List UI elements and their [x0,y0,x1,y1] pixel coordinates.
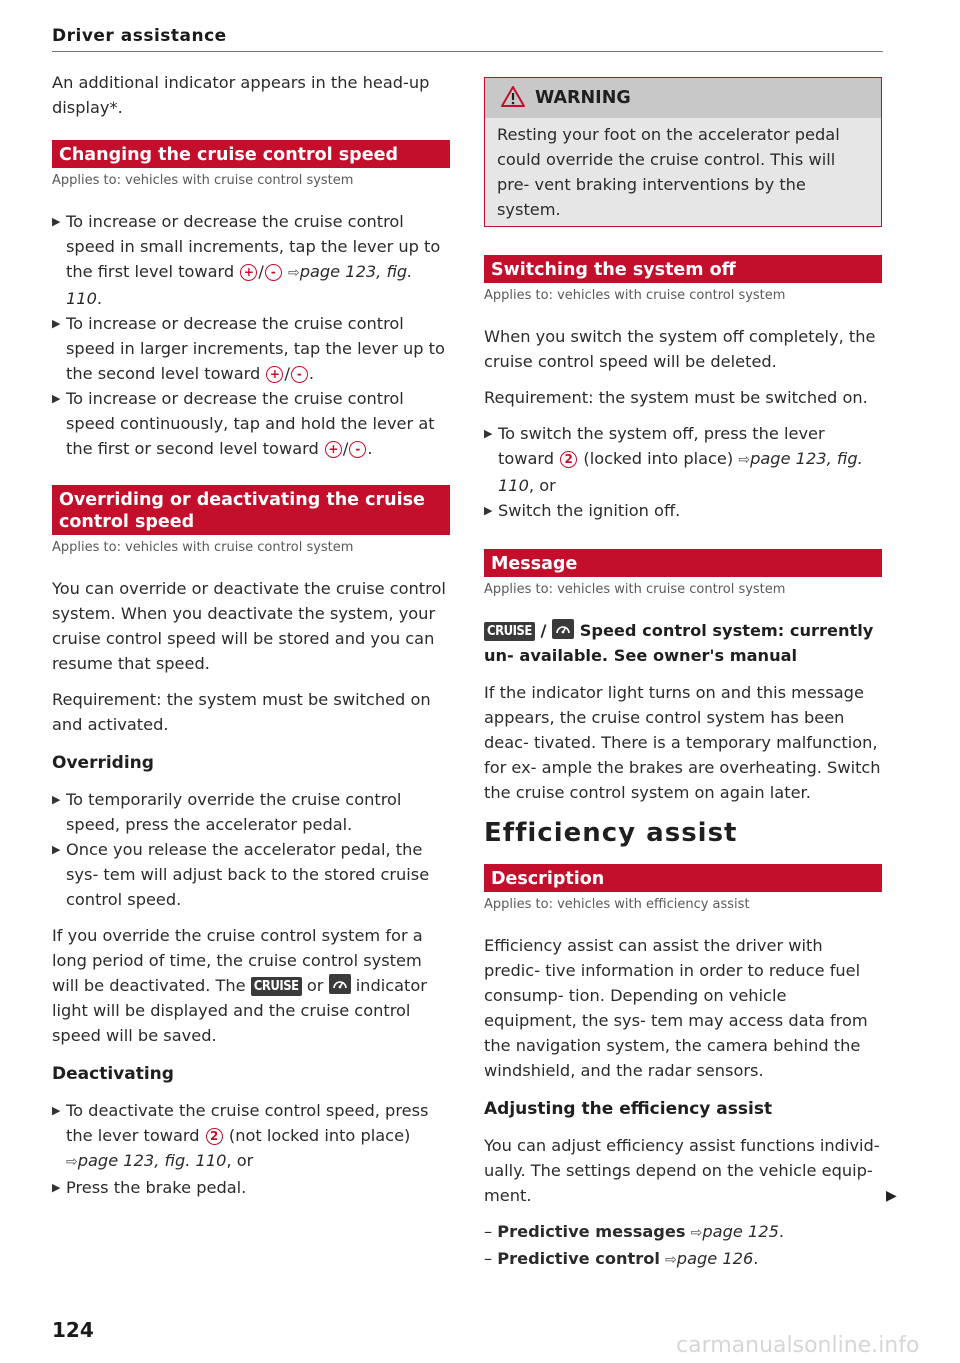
applies-to-note: Applies to: vehicles with cruise control system [484,288,786,303]
warning-header [485,78,881,118]
bullet-icon: ▶ [52,793,61,806]
list-item: – Predictive control ⇨page 126. [484,1249,759,1268]
right-column [484,77,882,1273]
chapter-title: Efficiency assist [484,818,738,848]
applies-to-note: Applies to: vehicles with efficiency assist [484,897,750,912]
list-item: ▶ To temporarily override the cruise control speed, press the accelerator pedal. [52,787,450,837]
paragraph: You can adjust efficiency assist functions individ- ually. The settings depend on the vehicle equip- ment. [484,1136,880,1205]
page-number: 124 [52,1318,94,1342]
warning-triangle-icon [501,86,525,111]
section-bar-message: Message [484,549,882,577]
bullet-icon: ▶ [52,1181,61,1194]
number-2-circle-icon: 2 [206,1128,223,1145]
warning-label: WARNING [535,88,631,108]
bullet-icon: ▶ [484,504,493,517]
warning-text: Resting your foot on the accelerator pedal could override the cruise control. This will pre- vent braking interventions by the system. [485,118,881,226]
bullet-icon: ▶ [52,317,61,330]
overriding-list [52,787,450,912]
speedometer-indicator-icon [552,619,574,639]
list-item: ▶ To switch the system off, press the lever toward 2 (locked into place) ⇨page 123, fig. 110, or [484,421,882,498]
efficiency-list [484,1219,882,1273]
subheading-adjusting: Adjusting the efficiency assist [484,1099,773,1119]
paragraph: Requirement: the system must be switched on. [484,388,868,407]
applies-to-note: Applies to: vehicles with cruise control system [52,173,354,188]
section-bar-switching-off: Switching the system off [484,255,882,283]
page-reference-link[interactable]: page 126 [676,1249,754,1268]
list-item: ▶ To increase or decrease the cruise control speed in small increments, tap the lever up to the first level toward + / - ⇨page 123, fig. 110. [52,209,450,311]
paragraph: If the indicator light turns on and this message appears, the cruise control system has been deac- tivated. There is a temporary malfunction, for ex- ample the brakes are overheating. Switch the cruise control system on again later. [484,683,881,802]
speedometer-indicator-icon [329,974,351,994]
reference-arrow-icon: ⇨ [738,452,751,468]
header-rule [52,51,883,52]
page-reference-link[interactable]: page 123, fig. 110 [498,449,863,495]
continue-arrow-icon: ▶ [886,1188,897,1204]
list-item: ▶ To increase or decrease the cruise control speed continuously, tap and hold the lever at the first or second level toward + / - . [52,386,450,461]
minus-circle-icon: - [265,264,282,281]
bullet-icon: ▶ [52,392,61,405]
reference-arrow-icon: ⇨ [665,1252,677,1268]
bullet-icon: ▶ [52,215,61,228]
paragraph: If you override the cruise control system for a long period of time, the cruise control system will be deactivated. The CRUISE or indicator light will be displayed and the cruise control speed will be saved. [52,926,427,1045]
reference-arrow-icon: ⇨ [66,1154,78,1170]
plus-circle-icon: + [240,264,257,281]
list-item: ▶ To increase or decrease the cruise control speed in larger increments, tap the lever up to the second level toward + / - . [52,311,450,386]
plus-circle-icon: + [266,366,283,383]
list-item: ▶ Press the brake pedal. [52,1175,450,1200]
page-reference-link[interactable]: page 125 [702,1222,779,1241]
left-column [52,70,450,1211]
deactivating-list [52,1098,450,1200]
section-bar-description: Description [484,864,882,892]
switch-off-list [484,421,882,523]
speed-change-list [52,209,450,461]
page-reference-link[interactable]: page 123, fig. 110 [77,1151,227,1170]
bullet-icon: ▶ [484,427,493,440]
minus-circle-icon: - [291,366,308,383]
page-reference-link[interactable]: page 123, fig. 110 [66,262,413,308]
minus-circle-icon: - [349,441,366,458]
number-2-circle-icon: 2 [560,451,577,468]
paragraph: Efficiency assist can assist the driver with predic- tive information in order to reduce fuel consump- tion. Depending on vehicle equipment, the sys- tem may access data from the navigation system, the camera behind the windshield, and the radar sensors. [484,936,868,1080]
paragraph: When you switch the system off completely, the cruise control speed will be deleted. [484,327,876,371]
message-title: CRUISE / Speed control system: currently un- available. See owner's manual [484,621,874,665]
paragraph: Requirement: the system must be switched on and activated. [52,690,431,734]
page-header-title: Driver assistance [52,26,227,46]
list-item: ▶ Once you release the accelerator pedal, the sys- tem will adjust back to the stored cruise control speed. [52,837,450,912]
subheading-overriding: Overriding [52,753,154,773]
list-item: ▶ To deactivate the cruise control speed, press the lever toward 2 (not locked into place) ⇨page 123, fig. 110, or [52,1098,450,1175]
plus-circle-icon: + [325,441,342,458]
applies-to-note: Applies to: vehicles with cruise control system [52,540,354,555]
subheading-deactivating: Deactivating [52,1064,174,1084]
intro-paragraph: An additional indicator appears in the head-up display*. [52,73,430,117]
cruise-indicator-icon: CRUISE [251,977,302,996]
applies-to-note: Applies to: vehicles with cruise control system [484,582,786,597]
reference-arrow-icon: ⇨ [287,265,300,281]
list-item: ▶ Switch the ignition off. [484,498,882,523]
list-item: – Predictive messages ⇨page 125. [484,1222,785,1241]
section-bar-overriding: Overriding or deactivating the cruise control speed [52,485,450,535]
cruise-indicator-icon: CRUISE [484,622,535,641]
paragraph: You can override or deactivate the cruise control system. When you deactivate the system, your cruise control speed will be stored and you can resume that speed. [52,579,446,673]
watermark: carmanualsonline.info [676,1333,920,1358]
warning-box [484,77,882,227]
section-bar-changing-speed: Changing the cruise control speed [52,140,450,168]
bullet-icon: ▶ [52,1104,61,1117]
bullet-icon: ▶ [52,843,61,856]
reference-arrow-icon: ⇨ [690,1225,703,1241]
